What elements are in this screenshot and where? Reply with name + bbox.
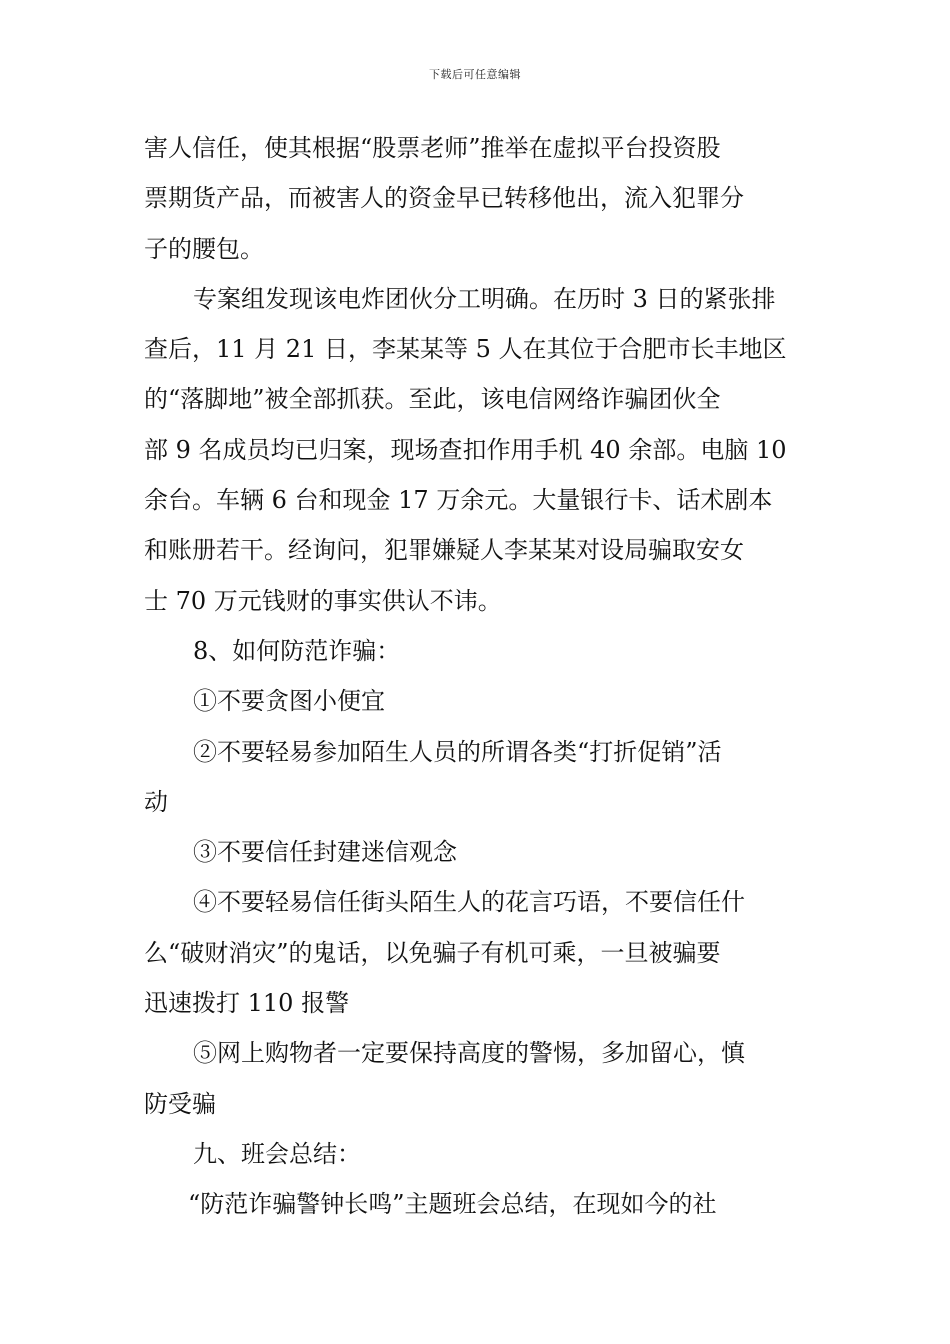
page-header-note: 下载后可任意编辑 [429,68,521,81]
section-heading-prevention: 8、如何防范诈骗： [193,636,401,665]
text-line: 士 70 万元钱财的事实供认不讳。 [144,586,502,615]
list-item-continuation: 防受骗 [144,1089,216,1118]
section-heading-summary: 九、班会总结： [193,1139,361,1168]
text-line: “防范诈骗警钟长鸣”主题班会总结，在现如今的社 [188,1190,717,1219]
list-item: ①不要贪图小便宜 [193,687,385,716]
text-line: 部 9 名成员均已归案，现场查扣作用手机 40 余部。电脑 10 [144,435,787,464]
text-line: 查后，11 月 21 日，李某某等 5 人在其位于合肥市长丰地区 [144,335,787,364]
text-line: 和账册若干。经询问，犯罪嫌疑人李某某对设局骗取安女 [144,536,744,565]
text-line: 余台。车辆 6 台和现金 17 万余元。大量银行卡、话术剧本 [144,486,773,515]
text-line: 专案组发现该电炸团伙分工明确。在历时 3 日的紧张排 [193,284,776,313]
text-line: 票期货产品，而被害人的资金早已转移他出，流入犯罪分 [144,184,744,213]
list-item: ②不要轻易参加陌生人员的所谓各类“打折促销”活 [193,737,722,766]
list-item-continuation: 动 [144,787,168,816]
text-line: 子的腰包。 [144,234,264,263]
document-body [144,123,806,1230]
list-item: ④不要轻易信任街头陌生人的花言巧语，不要信任什 [193,888,745,917]
list-item: ③不要信任封建迷信观念 [193,838,457,867]
list-item: ⑤网上购物者一定要保持高度的警惕，多加留心，慎 [193,1039,745,1068]
text-line: 害人信任，使其根据“股票老师”推举在虚拟平台投资股 [144,134,721,162]
list-item-continuation: 迅速拨打 110 报警 [144,989,350,1018]
list-item-continuation: 么“破财消灾”的鬼话，以免骗子有机可乘，一旦被骗要 [144,938,721,967]
text-line: 的“落脚地”被全部抓获。至此，该电信网络诈骗团伙全 [144,385,721,414]
